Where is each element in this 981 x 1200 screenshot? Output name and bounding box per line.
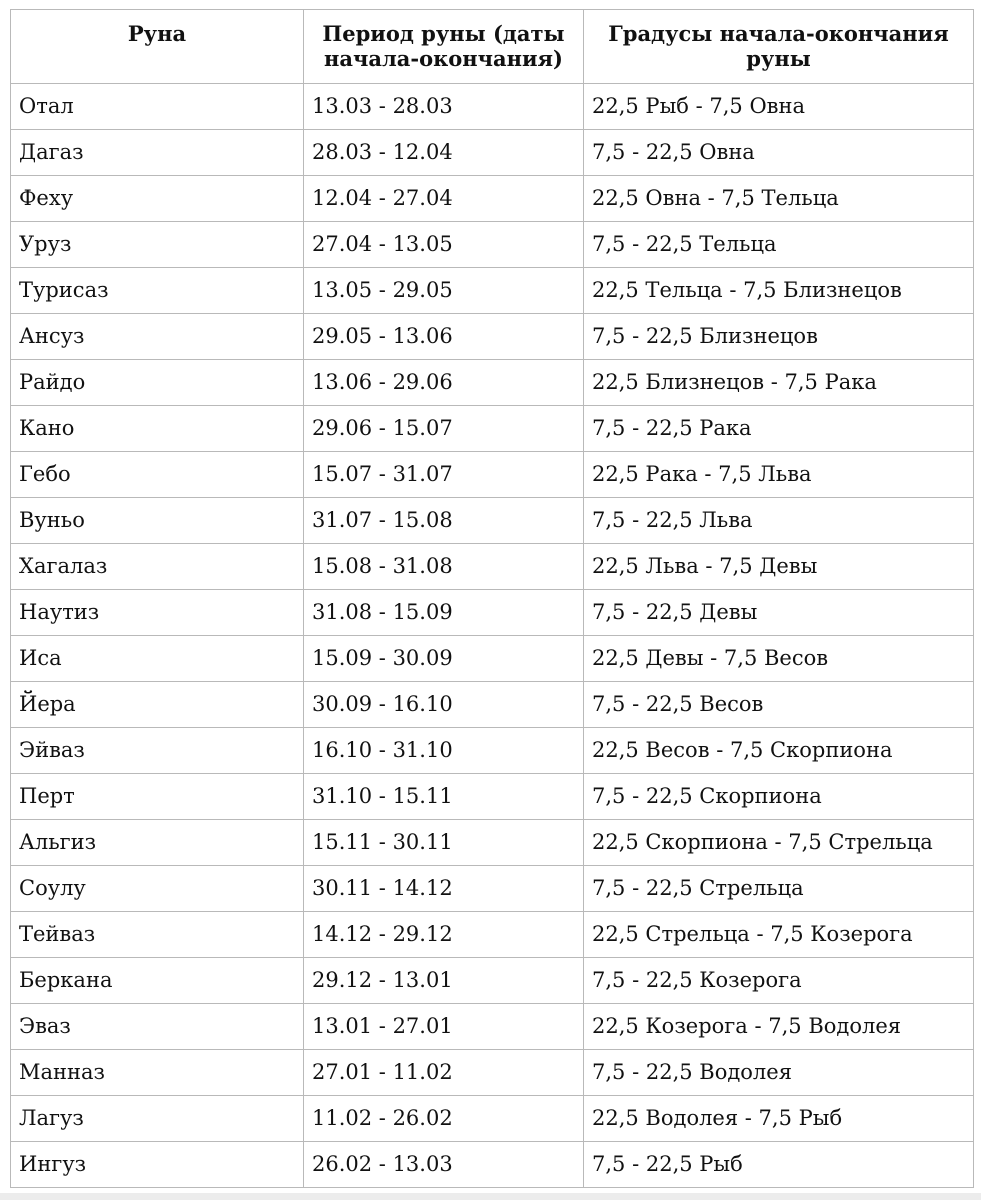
rune-name-cell: Хагалаз bbox=[11, 544, 304, 590]
rune-name-cell: Лагуз bbox=[11, 1096, 304, 1142]
rune-name-cell: Гебо bbox=[11, 452, 304, 498]
rune-name-cell: Отал bbox=[11, 84, 304, 130]
period-cell: 15.07 - 31.07 bbox=[304, 452, 584, 498]
period-cell: 31.08 - 15.09 bbox=[304, 590, 584, 636]
period-cell: 29.06 - 15.07 bbox=[304, 406, 584, 452]
rune-name-cell: Йера bbox=[11, 682, 304, 728]
bottom-edge-strip bbox=[0, 1193, 981, 1200]
degrees-cell: 7,5 - 22,5 Скорпиона bbox=[584, 774, 974, 820]
degrees-cell: 22,5 Девы - 7,5 Весов bbox=[584, 636, 974, 682]
period-cell: 11.02 - 26.02 bbox=[304, 1096, 584, 1142]
table-row bbox=[11, 912, 974, 958]
period-cell: 15.08 - 31.08 bbox=[304, 544, 584, 590]
degrees-cell: 7,5 - 22,5 Весов bbox=[584, 682, 974, 728]
degrees-cell: 22,5 Козерога - 7,5 Водолея bbox=[584, 1004, 974, 1050]
period-cell: 16.10 - 31.10 bbox=[304, 728, 584, 774]
period-cell: 30.11 - 14.12 bbox=[304, 866, 584, 912]
rune-name-cell: Эваз bbox=[11, 1004, 304, 1050]
degrees-cell: 22,5 Льва - 7,5 Девы bbox=[584, 544, 974, 590]
table-row bbox=[11, 1004, 974, 1050]
degrees-cell: 22,5 Рака - 7,5 Льва bbox=[584, 452, 974, 498]
rune-name-cell: Дагаз bbox=[11, 130, 304, 176]
rune-table bbox=[10, 9, 974, 1188]
period-cell: 27.04 - 13.05 bbox=[304, 222, 584, 268]
header-rune: Руна bbox=[11, 10, 304, 84]
table-row bbox=[11, 176, 974, 222]
rune-name-cell: Перт bbox=[11, 774, 304, 820]
table-row bbox=[11, 360, 974, 406]
rune-name-cell: Тейваз bbox=[11, 912, 304, 958]
period-cell: 13.06 - 29.06 bbox=[304, 360, 584, 406]
degrees-cell: 7,5 - 22,5 Рыб bbox=[584, 1142, 974, 1188]
degrees-cell: 7,5 - 22,5 Стрельца bbox=[584, 866, 974, 912]
table-row bbox=[11, 452, 974, 498]
degrees-cell: 7,5 - 22,5 Водолея bbox=[584, 1050, 974, 1096]
rune-table-container bbox=[10, 9, 973, 1188]
degrees-cell: 7,5 - 22,5 Девы bbox=[584, 590, 974, 636]
rune-name-cell: Райдо bbox=[11, 360, 304, 406]
table-row bbox=[11, 222, 974, 268]
header-period: Период руны (даты начала-окончания) bbox=[304, 10, 584, 84]
period-cell: 14.12 - 29.12 bbox=[304, 912, 584, 958]
degrees-cell: 22,5 Весов - 7,5 Скорпиона bbox=[584, 728, 974, 774]
period-cell: 26.02 - 13.03 bbox=[304, 1142, 584, 1188]
table-row bbox=[11, 268, 974, 314]
rune-name-cell: Беркана bbox=[11, 958, 304, 1004]
table-row bbox=[11, 958, 974, 1004]
rune-name-cell: Вуньо bbox=[11, 498, 304, 544]
table-row bbox=[11, 682, 974, 728]
table-row bbox=[11, 130, 974, 176]
period-cell: 28.03 - 12.04 bbox=[304, 130, 584, 176]
degrees-cell: 7,5 - 22,5 Льва bbox=[584, 498, 974, 544]
table-row bbox=[11, 820, 974, 866]
table-row bbox=[11, 406, 974, 452]
period-cell: 13.05 - 29.05 bbox=[304, 268, 584, 314]
period-cell: 29.12 - 13.01 bbox=[304, 958, 584, 1004]
table-row bbox=[11, 774, 974, 820]
table-row bbox=[11, 314, 974, 360]
table-row bbox=[11, 1050, 974, 1096]
period-cell: 30.09 - 16.10 bbox=[304, 682, 584, 728]
rune-name-cell: Ансуз bbox=[11, 314, 304, 360]
table-body bbox=[11, 84, 974, 1188]
rune-name-cell: Эйваз bbox=[11, 728, 304, 774]
degrees-cell: 7,5 - 22,5 Рака bbox=[584, 406, 974, 452]
header-degrees: Градусы начала-окончания руны bbox=[584, 10, 974, 84]
degrees-cell: 22,5 Тельца - 7,5 Близнецов bbox=[584, 268, 974, 314]
degrees-cell: 7,5 - 22,5 Овна bbox=[584, 130, 974, 176]
period-cell: 12.04 - 27.04 bbox=[304, 176, 584, 222]
header-row bbox=[11, 10, 974, 84]
rune-name-cell: Феху bbox=[11, 176, 304, 222]
period-cell: 15.11 - 30.11 bbox=[304, 820, 584, 866]
rune-name-cell: Уруз bbox=[11, 222, 304, 268]
table-row bbox=[11, 866, 974, 912]
period-cell: 27.01 - 11.02 bbox=[304, 1050, 584, 1096]
rune-name-cell: Альгиз bbox=[11, 820, 304, 866]
degrees-cell: 22,5 Овна - 7,5 Тельца bbox=[584, 176, 974, 222]
table-row bbox=[11, 544, 974, 590]
degrees-cell: 22,5 Рыб - 7,5 Овна bbox=[584, 84, 974, 130]
rune-name-cell: Кано bbox=[11, 406, 304, 452]
period-cell: 29.05 - 13.06 bbox=[304, 314, 584, 360]
rune-name-cell: Ингуз bbox=[11, 1142, 304, 1188]
table-row bbox=[11, 728, 974, 774]
degrees-cell: 22,5 Водолея - 7,5 Рыб bbox=[584, 1096, 974, 1142]
rune-name-cell: Соулу bbox=[11, 866, 304, 912]
degrees-cell: 22,5 Близнецов - 7,5 Рака bbox=[584, 360, 974, 406]
table-row bbox=[11, 84, 974, 130]
table-row bbox=[11, 1142, 974, 1188]
table-header bbox=[11, 10, 974, 84]
table-row bbox=[11, 636, 974, 682]
period-cell: 31.07 - 15.08 bbox=[304, 498, 584, 544]
table-row bbox=[11, 1096, 974, 1142]
table-row bbox=[11, 590, 974, 636]
degrees-cell: 22,5 Скорпиона - 7,5 Стрельца bbox=[584, 820, 974, 866]
rune-name-cell: Наутиз bbox=[11, 590, 304, 636]
rune-name-cell: Иса bbox=[11, 636, 304, 682]
period-cell: 13.01 - 27.01 bbox=[304, 1004, 584, 1050]
table-row bbox=[11, 498, 974, 544]
period-cell: 31.10 - 15.11 bbox=[304, 774, 584, 820]
degrees-cell: 7,5 - 22,5 Козерога bbox=[584, 958, 974, 1004]
period-cell: 13.03 - 28.03 bbox=[304, 84, 584, 130]
rune-name-cell: Манназ bbox=[11, 1050, 304, 1096]
degrees-cell: 7,5 - 22,5 Тельца bbox=[584, 222, 974, 268]
rune-name-cell: Турисаз bbox=[11, 268, 304, 314]
degrees-cell: 22,5 Стрельца - 7,5 Козерога bbox=[584, 912, 974, 958]
degrees-cell: 7,5 - 22,5 Близнецов bbox=[584, 314, 974, 360]
period-cell: 15.09 - 30.09 bbox=[304, 636, 584, 682]
